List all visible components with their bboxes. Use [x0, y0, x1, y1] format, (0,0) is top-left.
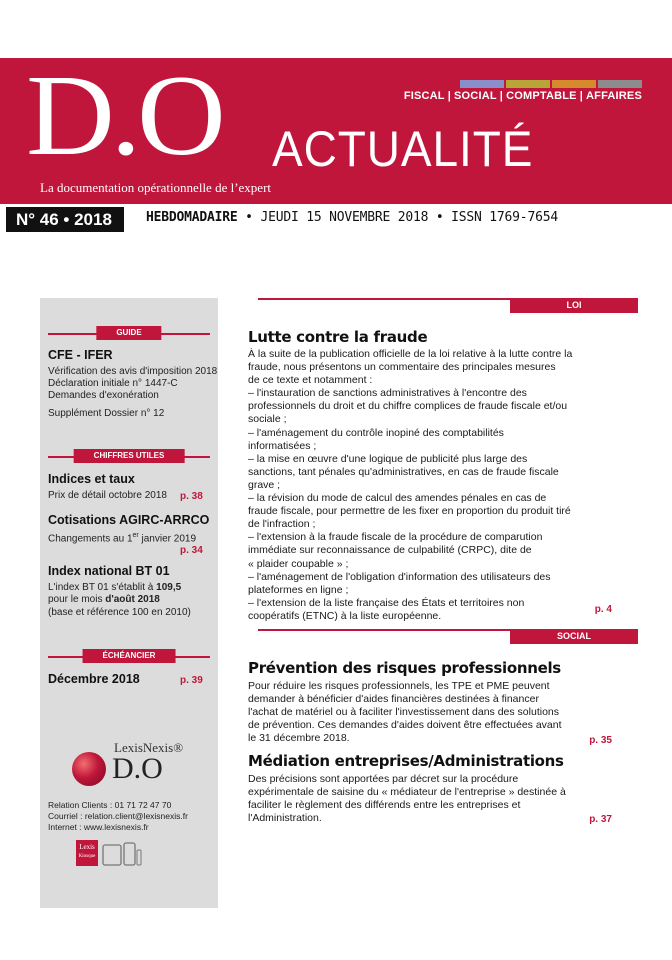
affaires-color-bar [598, 80, 642, 88]
issue-date: JEUDI 15 NOVEMBRE 2018 [260, 210, 429, 225]
category-social: SOCIAL [454, 90, 497, 102]
bt-line: (base et référence 100 en 2010) [48, 607, 191, 618]
loi-section-tag: LOI [510, 298, 638, 313]
category-comptable: COMPTABLE [506, 90, 577, 102]
prevention-page-ref[interactable]: p. 35 [589, 735, 612, 746]
article-title-prevention: Prévention des risques professionnels [248, 659, 561, 677]
lexisnexis-globe-icon [72, 752, 106, 786]
indices-page-ref[interactable]: p. 38 [180, 491, 203, 502]
category-list: FISCAL | SOCIAL | COMPTABLE | AFFAIRES [403, 90, 642, 102]
guide-supplement: Supplément Dossier n° 12 [48, 408, 165, 419]
guide-line: Déclaration initiale n° 1447-C [48, 378, 178, 389]
issue-info: HEBDOMADAIRE • JEUDI 15 NOVEMBRE 2018 • ISSN 1769-7654 [146, 210, 558, 225]
article-body-fraude: À la suite de la publication officielle de la loi relative à la lutte contre la fraude, nous présentons un commentaire des principales mesures de ce texte et notamment : – l'instauration de sanctions administratives à l'encontre des professionnels du droit et du chiffre complices de fraude fiscale et/ou sociale ; – l'aménagement du contrôle inopiné des comptabilités informatisées ; – la mise en œuvre d'une logique de publicité plus large des sanctions, tant pénales qu'administratives, en cas de fraude fiscale grave ; – la révision du mode de calcul des amendes pénales en cas de fraude fiscale, pour permettre de les fixer en proportion du produit tiré de l'infraction ; – l'extension à la fraude fiscale de la procédure de comparution immédiate sur reconnaissance de culpabilité (CRPC), dite de « plaider coupable » ; – l'aménagement de l'obligation d'information des utilisateurs des plateformes en ligne ; – l'extension de la liste française des États et territoires non coopératifs (ETNC) à la liste européenne. [248, 348, 573, 622]
comptable-color-bar [552, 80, 596, 88]
tagline: La documentation opérationnelle de l’expert [40, 180, 272, 195]
echeancier-page-ref[interactable]: p. 39 [180, 675, 203, 686]
mediation-page-ref[interactable]: p. 37 [589, 814, 612, 825]
lexis-kiosque-logo: Lexis Kiosque [76, 840, 98, 866]
guide-line: Vérification des avis d'imposition 2018 [48, 366, 218, 377]
bt-line: pour le mois d'août 2018 [48, 594, 160, 605]
periodicity: HEBDOMADAIRE [146, 210, 238, 225]
contact-email[interactable]: Courriel : relation.client@lexisnexis.fr [48, 811, 188, 821]
social-color-bar [506, 80, 550, 88]
guide-title: CFE - IFER [48, 348, 113, 362]
contact-phone: Relation Clients : 01 71 72 47 70 [48, 800, 172, 810]
category-color-bars [460, 80, 642, 88]
social-section-tag: SOCIAL [510, 629, 638, 644]
do-wordmark: D.O [112, 752, 163, 785]
fiscal-color-bar [460, 80, 504, 88]
indices-title: Indices et taux [48, 472, 135, 486]
article-title-fraude: Lutte contre la fraude [248, 328, 428, 346]
agirc-page-ref[interactable]: p. 34 [180, 545, 203, 556]
logo-do: D.O [26, 52, 222, 180]
guide-heading: GUIDE [48, 333, 210, 335]
contact-web[interactable]: Internet : www.lexisnexis.fr [48, 822, 149, 832]
chiffres-heading: CHIFFRES UTILES [48, 456, 210, 458]
echeancier-heading: ÉCHÉANCIER [48, 656, 210, 658]
article-title-mediation: Médiation entreprises/Administrations [248, 752, 564, 770]
logo-actualite: ACTUALITÉ [272, 121, 534, 177]
category-fiscal: FISCAL [403, 90, 445, 102]
article-body-mediation: Des précisions sont apportées par décret sur la procédure expérimentale de saisine du « médiateur de l'entreprise » destinée à faciliter le règlement des différends entre les entreprises et l'Administration. [248, 773, 566, 825]
lexisnexis-do-logo [72, 740, 192, 788]
guide-line: Demandes d'exonération [48, 390, 159, 401]
echeancier-title: Décembre 2018 [48, 672, 140, 686]
issue-number: N° 46 • 2018 [6, 207, 124, 232]
devices-icon [102, 842, 142, 866]
category-affaires: AFFAIRES [586, 90, 642, 102]
issn: ISSN 1769-7654 [451, 210, 558, 225]
indices-line: Prix de détail octobre 2018 [48, 490, 167, 501]
bt-line: L'index BT 01 s'établit à 109,5 [48, 582, 182, 593]
article-body-prevention: Pour réduire les risques professionnels, les TPE et PME peuvent demander à bénéficier d'aides financières destinées à financer l'achat de matériel ou à faciliter l'investissement dans des solutions de prévention. Ces demandes d'aides doivent être effectuées avant le 31 décembre 2018. [248, 680, 562, 745]
lexisnexis-wordmark: LexisNexis® [114, 740, 184, 755]
fraude-page-ref[interactable]: p. 4 [594, 604, 612, 615]
agirc-title: Cotisations AGIRC-ARRCO [48, 513, 210, 527]
agirc-line: Changements au 1er janvier 2019 [48, 532, 197, 545]
bt-title: Index national BT 01 [48, 564, 170, 578]
